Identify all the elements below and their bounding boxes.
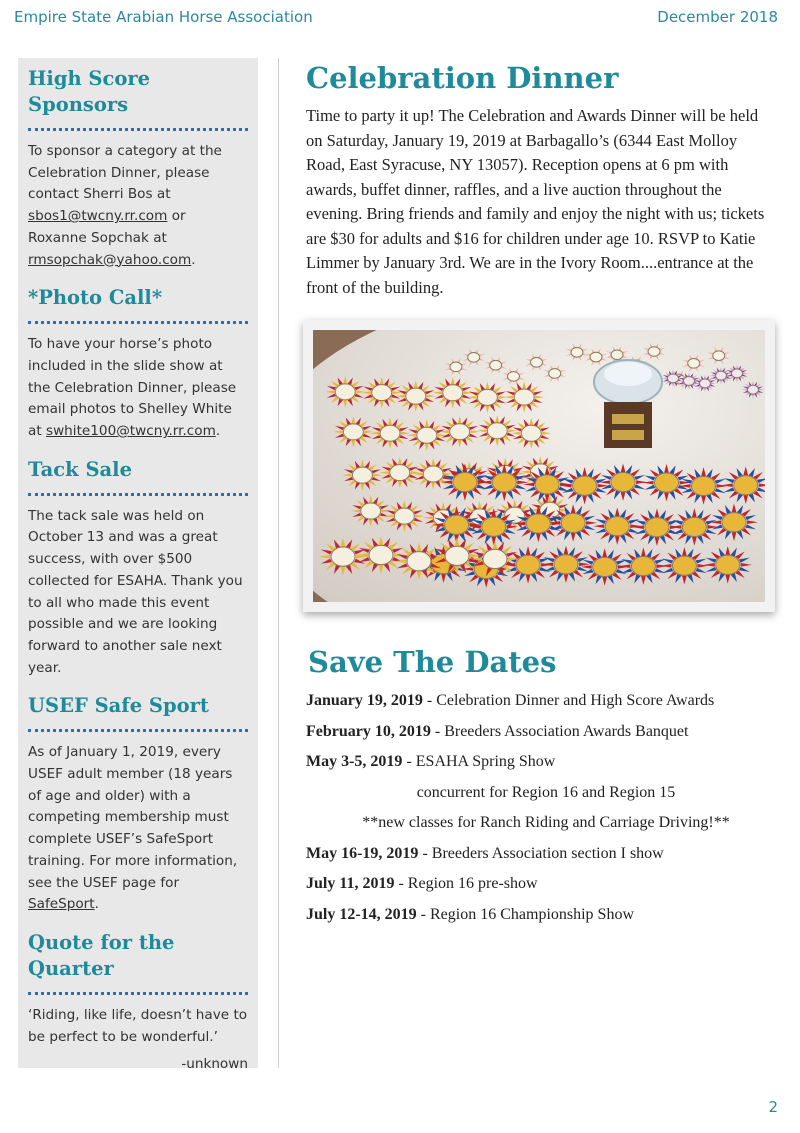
date-note: **new classes for Ranch Riding and Carriage Driving!** xyxy=(362,814,730,831)
rosette xyxy=(619,547,667,584)
rosette xyxy=(680,467,728,504)
celebration-title: Celebration Dinner xyxy=(306,61,619,95)
rosette xyxy=(351,495,391,526)
rosette xyxy=(370,418,410,449)
rosette xyxy=(484,356,508,375)
page-number: 2 xyxy=(768,1098,778,1116)
rosette xyxy=(704,546,752,583)
date-description: - Celebration Dinner and High Score Awards xyxy=(422,692,715,709)
rosette xyxy=(471,540,519,577)
sponsor-email-link-2[interactable]: rmsopchak@yahoo.com xyxy=(28,251,192,268)
sponsors-title: High Score Sponsors xyxy=(28,67,151,116)
date-description: - Breeders Association section I show xyxy=(418,844,664,862)
rosette xyxy=(511,418,551,449)
rosette xyxy=(593,507,641,544)
rosette xyxy=(407,420,447,451)
rosette xyxy=(480,464,528,501)
rosette xyxy=(433,506,481,543)
save-dates-list xyxy=(306,686,786,930)
quote-text: ‘Riding, like life, doesn’t have to be perfect to be wonderful.’ xyxy=(28,1006,248,1045)
photo-call-text-part: . xyxy=(215,423,221,440)
tack-sale-title: Tack Sale xyxy=(28,457,132,481)
rosette xyxy=(504,381,544,412)
date-label: May 3-5, 2019 xyxy=(306,753,403,770)
date-item xyxy=(306,686,786,717)
safesport-text-part: . xyxy=(94,896,99,913)
rosette xyxy=(599,463,647,500)
org-name: Empire State Arabian Horse Association xyxy=(14,8,313,26)
celebration-text: Time to party it up! The Celebration and Awards Dinner will be held on Saturday, January 19, 2019 at Barbagallo’s (6344 East Molloy Road, East Syracuse, NY 13057). Reception opens at 6 pm with awards, buffet dinner, raffles, and a live auction throughout the evening. Bring friends and family and enjoy the night with us; tickets are $30 for adults and $16 for children under age 10. RSVP to Katie Limmer by January 3rd. We are in the Ivory Room....entrance at the front of the building. xyxy=(306,106,765,297)
date-item xyxy=(306,747,786,778)
rosette xyxy=(543,364,567,383)
dotted-divider xyxy=(28,493,248,496)
safesport-link[interactable]: SafeSport xyxy=(28,896,95,913)
rosette xyxy=(525,353,549,372)
photo-call-text-part: To have your horse’s photo included in the slide show at the Celebration Dinner, please email photos to Shelley White at xyxy=(28,336,237,440)
rosette xyxy=(462,348,486,367)
quote-title: Quote for the Quarter xyxy=(28,930,175,980)
rosette xyxy=(643,464,691,501)
date-item xyxy=(306,839,786,870)
dotted-divider xyxy=(28,992,248,995)
rosette xyxy=(523,466,571,503)
rosette xyxy=(380,457,420,488)
date-description: - Breeders Association Awards Banquet xyxy=(430,722,689,740)
rosette xyxy=(384,501,424,532)
rosette xyxy=(710,367,732,384)
date-description: - Region 16 pre-show xyxy=(394,875,538,892)
quote-attribution: -unknown xyxy=(181,1056,248,1073)
rosette xyxy=(333,416,373,447)
rosette xyxy=(470,508,518,545)
sponsors-text-part: or Roxanne Sopchak at xyxy=(28,208,186,246)
rosette xyxy=(710,504,758,541)
issue-date: December 2018 xyxy=(657,8,778,26)
rosette xyxy=(413,458,453,489)
rosette xyxy=(642,342,666,361)
photo-call-text xyxy=(28,334,248,443)
rosette xyxy=(433,537,481,574)
date-label: July 11, 2019 xyxy=(306,875,395,892)
rosette xyxy=(670,508,718,545)
date-description: - ESAHA Spring Show xyxy=(402,753,556,770)
sidebar xyxy=(18,58,258,1073)
rosette xyxy=(362,377,402,408)
rosette xyxy=(565,343,589,362)
rosette xyxy=(660,547,708,584)
trophy xyxy=(594,360,662,448)
column-divider xyxy=(278,58,279,1068)
rosette xyxy=(742,381,764,398)
awards-ribbons-photo xyxy=(313,330,765,602)
rosette xyxy=(584,348,608,367)
tack-sale-text: The tack sale was held on October 13 and was a great success, with over $500 collected for ESAHA. Thank you to all who made this event possible and we are looking forward to another sale next year. xyxy=(28,507,243,676)
date-note: concurrent for Region 16 and Region 15 xyxy=(416,783,676,801)
dotted-divider xyxy=(28,321,248,324)
rosette xyxy=(395,543,443,580)
rosette xyxy=(581,548,629,585)
rosette xyxy=(396,381,436,412)
rosette xyxy=(342,460,382,491)
rosette xyxy=(440,416,480,447)
awards-photo-frame xyxy=(303,320,775,612)
rosette xyxy=(694,375,716,392)
rosette xyxy=(433,377,473,408)
rosette xyxy=(319,538,367,575)
sponsors-text-part: . xyxy=(191,251,196,268)
safesport-title: USEF Safe Sport xyxy=(28,694,209,718)
date-label: July 12-14, 2019 xyxy=(306,905,417,923)
sponsor-email-link-1[interactable]: sbos1@twcny.rr.com xyxy=(28,208,168,225)
rosette xyxy=(707,346,731,365)
dotted-divider xyxy=(28,128,248,131)
rosette xyxy=(477,415,517,446)
rosette xyxy=(726,365,748,382)
rosette xyxy=(561,467,609,504)
sponsors-text-part: To sponsor a category at the Celebration Dinner, please contact Sherri Bos at xyxy=(28,143,222,203)
date-item xyxy=(306,869,786,900)
date-item xyxy=(306,900,786,931)
date-item xyxy=(306,717,786,748)
date-description: - Region 16 Championship Show xyxy=(416,905,635,923)
photo-call-title: *Photo Call* xyxy=(28,286,163,310)
save-dates-title: Save The Dates xyxy=(308,645,557,679)
rosette xyxy=(549,504,597,541)
rosette xyxy=(682,354,706,373)
rosette xyxy=(542,546,590,583)
date-label: May 16-19, 2019 xyxy=(306,844,419,862)
rosette xyxy=(501,367,525,386)
photo-email-link[interactable]: swhite100@twcny.rr.com xyxy=(45,423,216,440)
rosette xyxy=(325,376,365,407)
date-label: January 19, 2019 xyxy=(306,692,423,709)
safesport-text xyxy=(28,742,248,916)
safesport-text-part: As of January 1, 2019, every USEF adult member (18 years of age and older) with a competing membership must complete USEF’s SafeSport training. For more information, see the USEF page for xyxy=(28,744,238,891)
sponsors-text xyxy=(28,141,248,271)
date-label: February 10, 2019 xyxy=(306,722,431,740)
dotted-divider xyxy=(28,729,248,732)
rosette xyxy=(467,382,507,413)
